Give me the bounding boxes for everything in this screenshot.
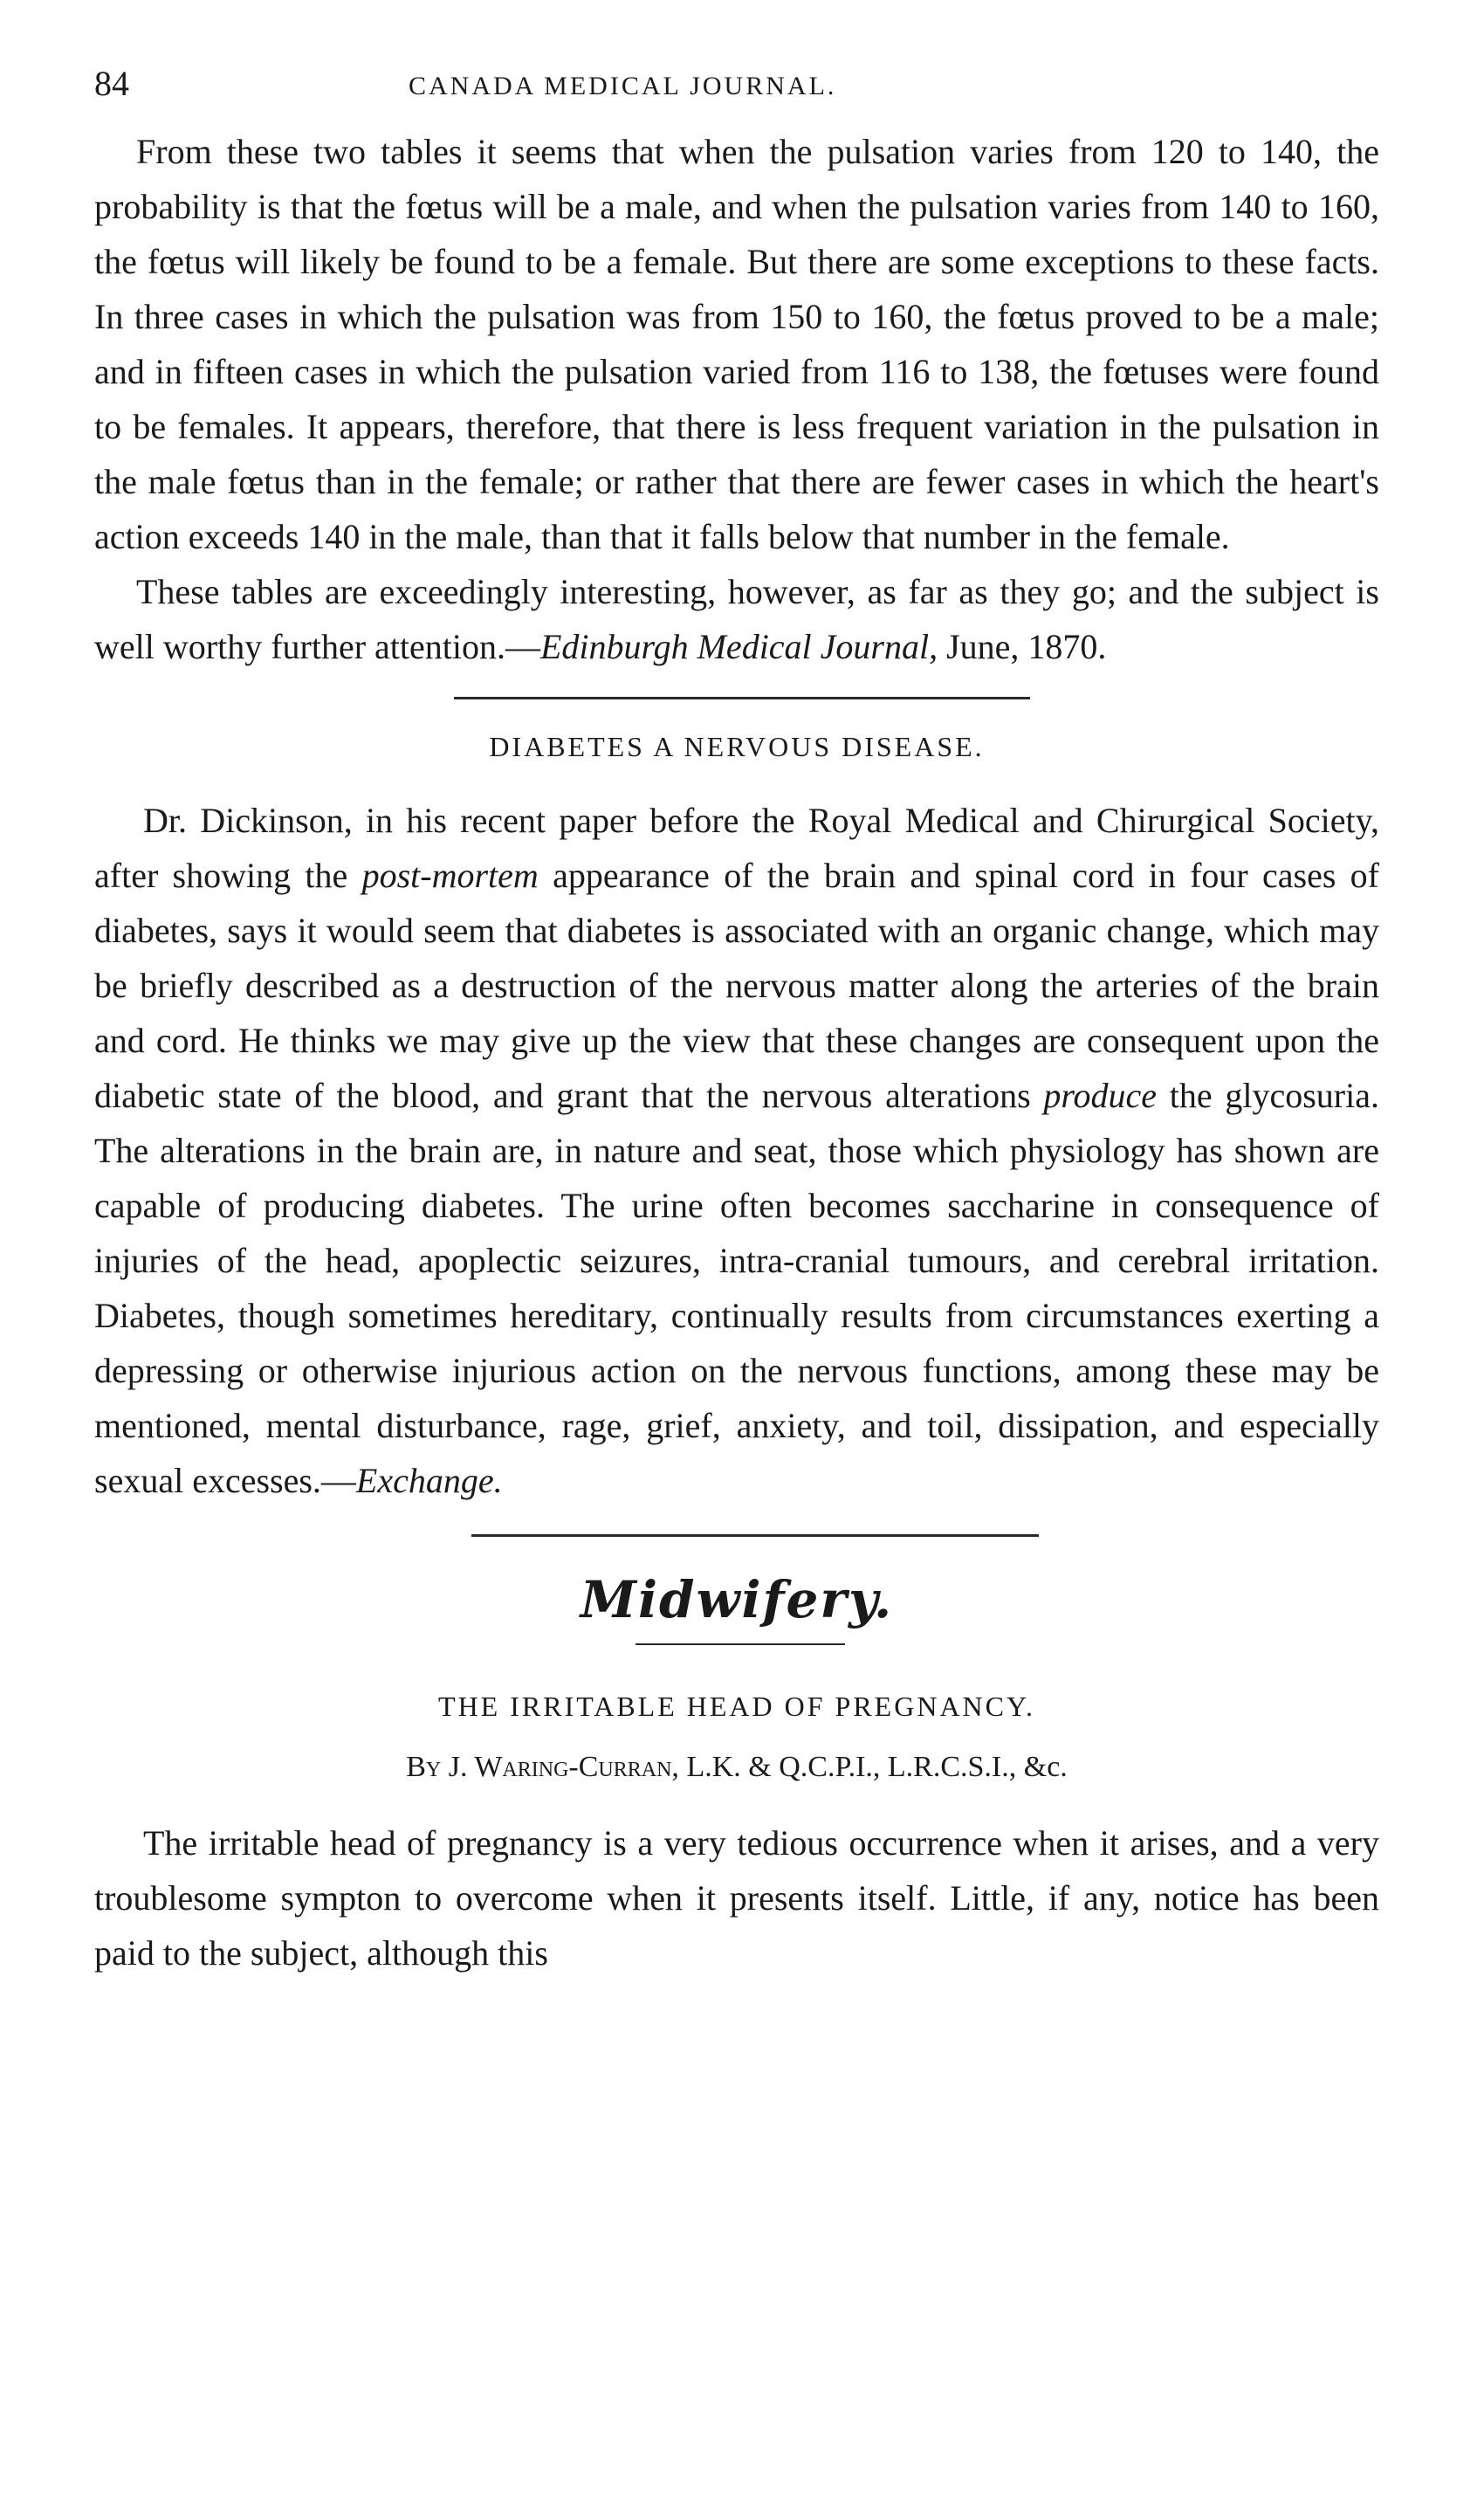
section-divider [454,697,1030,699]
section-divider [471,1534,1039,1537]
article-title-diabetes: DIABETES A NERVOUS DISEASE. [489,731,985,762]
paragraph-tables-conclusion [94,564,1379,674]
diabetes-italic-a: post-mortem [361,856,539,895]
paragraph-pulsation-tables: From these two tables it seems that when the pulsation varies from 120 to 140, the probability is that the fœtus will be a male, and when the pulsation varies from 140 to 160, the fœtus will likely be found to be a female. But there are some exceptions to these facts. In three cases in which the pulsation was from 150 to 160, the fœtus proved to be a male; and in fifteen cases in which the pulsation varied from 116 to 138, the fœtuses were found to be females. It appears, therefore, that there is less frequent variation in the pulsation in the male fœtus than in the female; or rather that there are fewer cases in which the heart's action exceeds 140 in the male, than that it falls below that number in the female. [94,132,1379,556]
diabetes-italic-b: produce [1043,1076,1158,1115]
citation-date: June, 1870. [938,627,1107,666]
conclusion-text: These tables are exceedingly interesting, however, as far as they go; and the subject is well worthy further attention.— [94,572,1379,666]
diabetes-text-b: appearance of the brain and spinal cord in four cases of diabetes, says it would seem that diabetes is associated with an organic change, which may be briefly described as a destruction of the nervous matter along the arteries of the brain and cord. He thinks we may give up the view that these changes are consequent upon the diabetic state of the blood, and grant that the nervous alterations [94,856,1379,1115]
paragraph-diabetes [94,793,1379,1508]
byline-by: By [406,1751,442,1783]
diabetes-source: Exchange. [355,1461,503,1500]
section-heading-midwifery: Midwifery. [580,1570,894,1629]
byline-credentials: L.K. & Q.C.P.I., L.R.C.S.I., &c. [678,1751,1068,1783]
author-byline [94,1751,1379,1784]
source-citation: Edinburgh Medical Journal, [539,627,938,666]
page-number: 84 [94,64,129,103]
paragraph-pregnancy: The irritable head of pregnancy is a very tedious occurrence when it arises, and a very troublesome sympton to overcome when it presents itself. Little, if any, notice has been paid to the subject, although this [94,1823,1379,1973]
page-header [94,63,1379,124]
article-title-pregnancy: THE IRRITABLE HEAD OF PREGNANCY. [438,1691,1035,1722]
diabetes-text-c: the glycosuria. The alterations in the brain are, in nature and seat, those which physiology has shown are capable of producing diabetes. The urine often becomes saccharine in consequence of injuries of the head, apoplectic seizures, intra-cranial tumours, and cerebral irritation. Diabetes, though sometimes hereditary, continually results from circumstances exerting a depressing or otherwise injurious action on the nervous functions, among these may be mentioned, mental disturbance, rage, grief, anxiety, and toil, dissipation, and especially sexual excesses.— [94,1076,1379,1500]
running-head: CANADA MEDICAL JOURNAL. [409,72,837,100]
journal-page [94,63,1379,1980]
byline-author: J. Waring-Curran, [448,1751,679,1783]
diabetes-text-a: Dr. Dickinson, in his recent paper before the Royal Medical and Chirurgical Society, after showing the [94,801,1379,895]
heading-underline [636,1643,845,1645]
